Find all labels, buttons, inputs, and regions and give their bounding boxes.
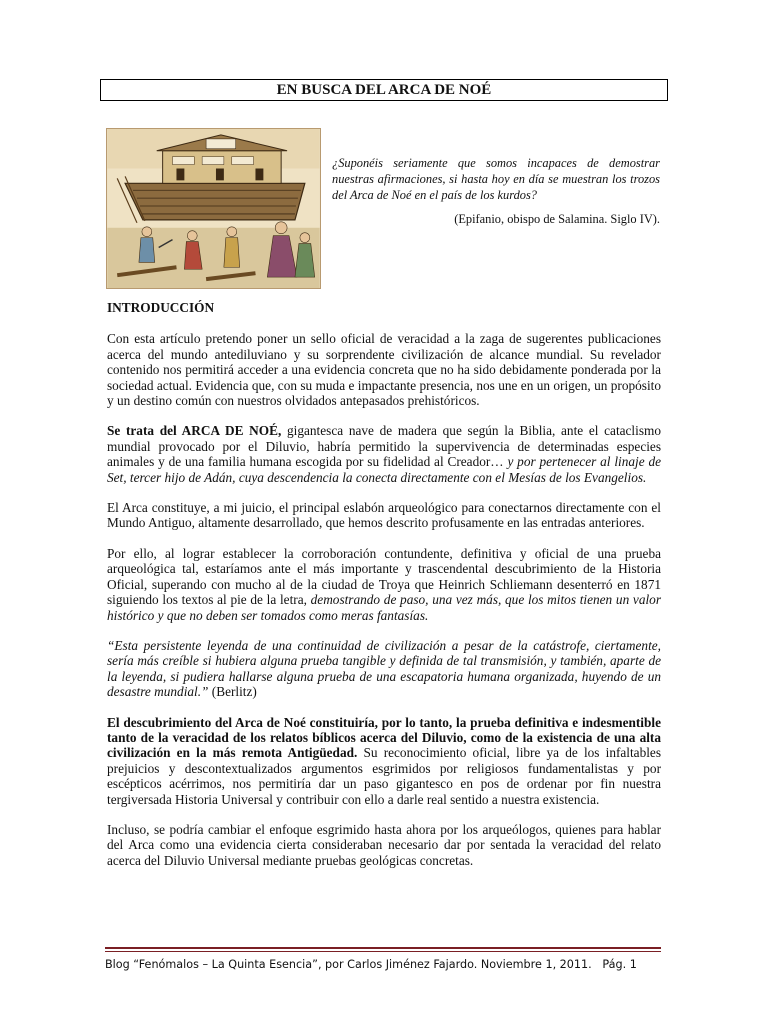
- paragraph: [107, 423, 661, 485]
- footer-text: Blog “Fenómalos – La Quinta Esencia”, por Carlos Jiménez Fajardo. Noviembre 1, 2011.: [105, 958, 592, 971]
- section-heading: INTRODUCCIÓN: [107, 300, 215, 315]
- document-title: EN BUSCA DEL ARCA DE NOÉ: [100, 79, 668, 101]
- paragraph: Incluso, se podría cambiar el enfoque esgrimido hasta ahora por los arqueólogos, quienes para hablar del Arca como una evidencia cierta consideraban necesario dar por sentada la veracidad del relato acerca del Diluvio Universal mediante pruebas geológicas concretas.: [107, 821, 661, 868]
- bold-text: Se trata del ARCA DE NOÉ,: [107, 423, 282, 439]
- paragraph-text: gigantesca nave de madera que según la Biblia, ante el cataclismo mundial provocado por el Diluvio, habría permitido la supervivencia de determinadas especies animales y de una familia humana escogida por su fidelidad al Creador…: [107, 423, 661, 470]
- italic-text: y por pertenecer al linaje de Set, tercer hijo de Adán, cuya descendencia la conecta directamente con el Mesías de los Evangelios.: [107, 454, 661, 485]
- paragraph-text: (Berlitz): [208, 684, 257, 700]
- epigraph-quote: ¿Suponéis seriamente que somos incapaces de demostrar nuestras afirmaciones, si hasta hoy en día se muestran los trozos del Arca de Noé en el país de los kurdos?: [332, 156, 660, 202]
- noah-ark-woodcut-image: [106, 128, 321, 289]
- footer-rule-thick: [105, 947, 661, 949]
- footer-rule-thin: [105, 951, 661, 952]
- epigraph-attribution: (Epifanio, obispo de Salamina. Siglo IV).: [454, 212, 660, 226]
- page-footer: [105, 958, 661, 972]
- paragraph-text: Su reconocimiento oficial, libre ya de los infaltables prejuicios y descontextualizados argumentos esgrimidos por religiosos fundamentalistas y por escépticos acérrimos, nos permitiría dar un paso gigantesco en pos de ordenar por fin nuestra tergiversada Historia Universal y contribuir con ello a darle real sentido a nuestra existencia.: [107, 745, 662, 807]
- paragraph: [107, 546, 661, 623]
- page-number: Pág. 1: [602, 958, 637, 971]
- paragraph: [107, 715, 661, 807]
- paragraph: El Arca constituye, a mi juicio, el principal eslabón arqueológico para conectarnos directamente con el Mundo Antiguo, altamente desarrollado, que hemos descrito profusamente en las entradas anteriores.: [107, 500, 661, 531]
- paragraph: [107, 638, 661, 700]
- paragraph-text: Por ello, al lograr establecer la corroboración contundente, definitiva y oficial de una prueba arqueológica tal, estaríamos ante el más importante y trascendental descubrimiento de la Historia Oficial, superando con mucho al de la ciudad de Troya que Heinrich Schliemann desenterró en 1871 siguiendo los textos al pie de la letra,: [107, 545, 661, 608]
- article-body: [107, 300, 661, 883]
- ark-illustration-svg: [107, 129, 320, 288]
- bold-text: El descubrimiento del Arca de Noé constituiría, por lo tanto, la prueba definitiva e indesmentible tanto de la veracidad de los relatos bíblicos acerca del Diluvio, como de la existencia de una alta civilización en la más remota Antigüedad.: [107, 714, 661, 761]
- paragraph: Con esta artículo pretendo poner un sello oficial de veracidad a la zaga de sugerentes publicaciones acerca del mundo antediluviano y su sorprendente civilización de alcance mundial. Su revelador contenido nos permitirá acceder a una evidencia concreta que no ha sido debidamente ponderada por la sociedad actual. Evidencia que, con su muda e impactante presencia, nos une en un origen, un propósito y un destino común con nuestros olvidados antepasados prehistóricos.: [107, 331, 661, 409]
- italic-text: demostrando de paso, una vez más, que los mitos tienen un valor histórico y que no deben ser tomados como meras fantasías.: [107, 592, 661, 623]
- italic-quote: “Esta persistente leyenda de una continuidad de civilización a pesar de la catástrofe, ciertamente, sería más creíble si hubiera alguna prueba tangible y definida de tal transmisión, y también, aparte de la leyenda, si pudiera hallarse alguna prueba de una escapatoria humana organizada, huyendo de un desastre mundial.”: [107, 637, 661, 700]
